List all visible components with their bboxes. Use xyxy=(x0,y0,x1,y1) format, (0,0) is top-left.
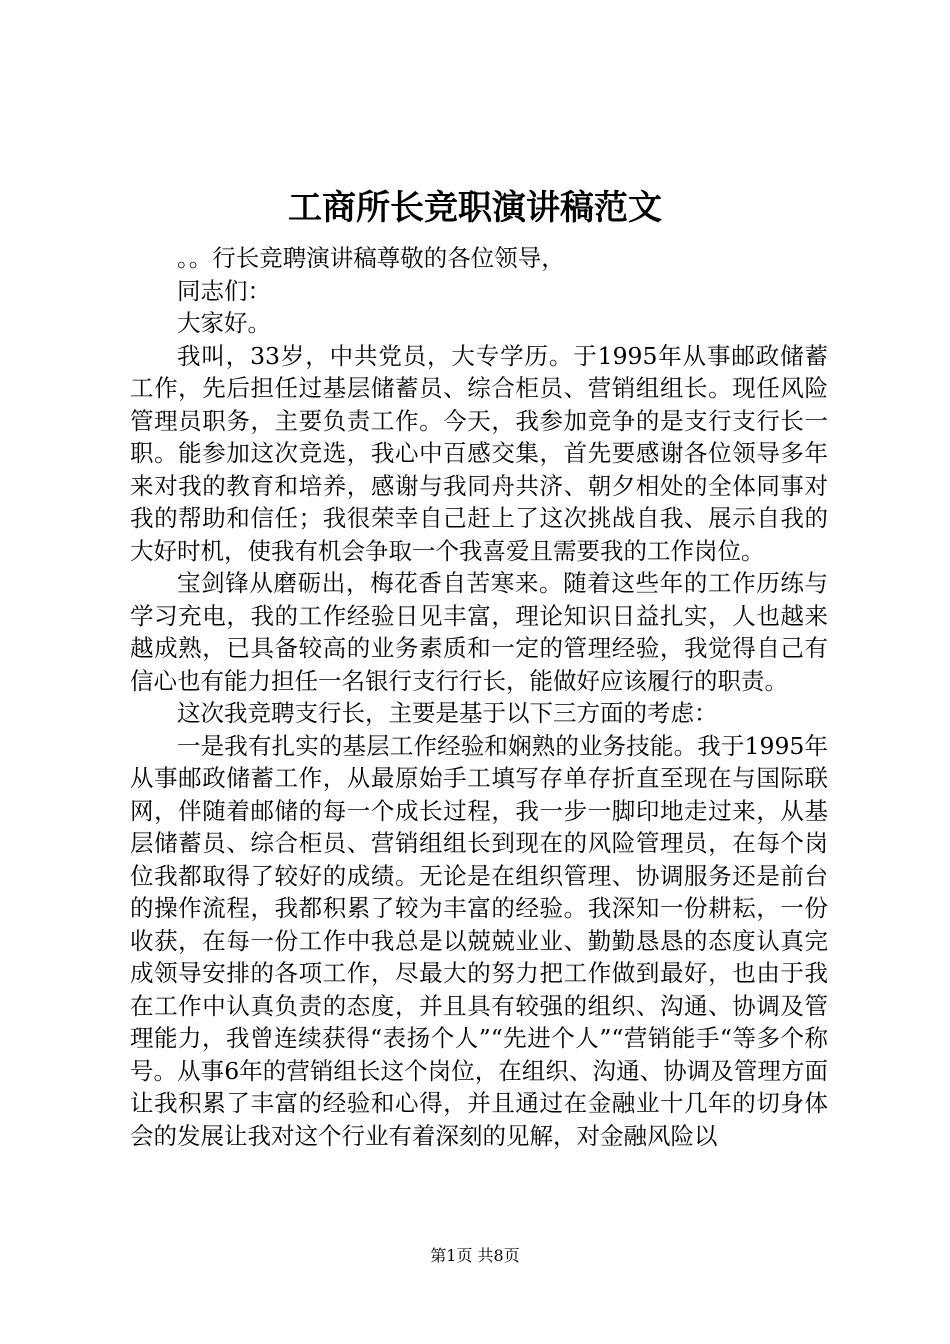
paragraph-reason-one: 一是我有扎实的基层工作经验和娴熟的业务技能。我于1995年从事邮政储蓄工作，从最原始手工填写存单存折直至现在与国际联网，伴随着邮储的每一个成长过程，我一步一脚印地走过来，从基层储蓄员、综合柜员、营销组组长到现在的风险管理员，在每个岗位我都取得了较好的成绩。无论是在组织管理、协调服务还是前台的操作流程，我都积累了较为丰富的经验。我深知一份耕耘，一份收获，在每一份工作中我总是以兢兢业业、勤勤恳恳的态度认真完成领导安排的各项工作，尽最大的努力把工作做到最好，也由于我在工作中认真负责的态度，并且具有较强的组织、沟通、协调及管理能力，我曾连续获得“表扬个人”“先进个人”“营销能手“等多个称号。从事6年的营销组长这个岗位，在组织、沟通、协调及管理方面让我积累了丰富的经验和心得，并且通过在金融业十几年的切身体会的发展让我对这个行业有着深刻的见解，对金融风险以 xyxy=(130,731,828,1150)
page-footer: 第1页 共8页 xyxy=(430,1246,520,1265)
paragraph-greeting-comrades: 同志们： xyxy=(177,276,271,305)
paragraph-experience: 宝剑锋从磨砺出，梅花香自苦寒来。随着这些年的工作历练与学习充电，我的工作经验日见丰富，理论知识日益扎实，人也越来越成熟，已具备较高的业务素质和一定的管理经验，我觉得自己有信心也有能力担任一名银行支行行长，能做好应该履行的职责。 xyxy=(130,569,828,695)
paragraph-introduction: 我叫，33岁，中共党员，大专学历。于1995年从事邮政储蓄工作，先后担任过基层储蓄员、综合柜员、营销组组长。现任风险管理员职务，主要负责工作。今天，我参加竞争的是支行支行长一职。能参加这次竞选，我心中百感交集，首先要感谢各位领导多年来对我的教育和培养，感谢与我同舟共济、朝夕相处的全体同事对我的帮助和信任；我很荣幸自己赶上了这次挑战自我、展示自我的大好时机，使我有机会争取一个我喜爱且需要我的工作岗位。 xyxy=(130,341,828,565)
paragraph-salutation: 。。行长竞聘演讲稿尊敬的各位领导， xyxy=(177,244,565,272)
document-title: 工商所长竞职演讲稿范文 xyxy=(288,188,662,228)
paragraph-reasons-intro: 这次我竞聘支行长，主要是基于以下三方面的考虑： xyxy=(177,699,718,727)
paragraph-greeting-all: 大家好。 xyxy=(177,309,271,337)
document-body xyxy=(130,242,828,1152)
